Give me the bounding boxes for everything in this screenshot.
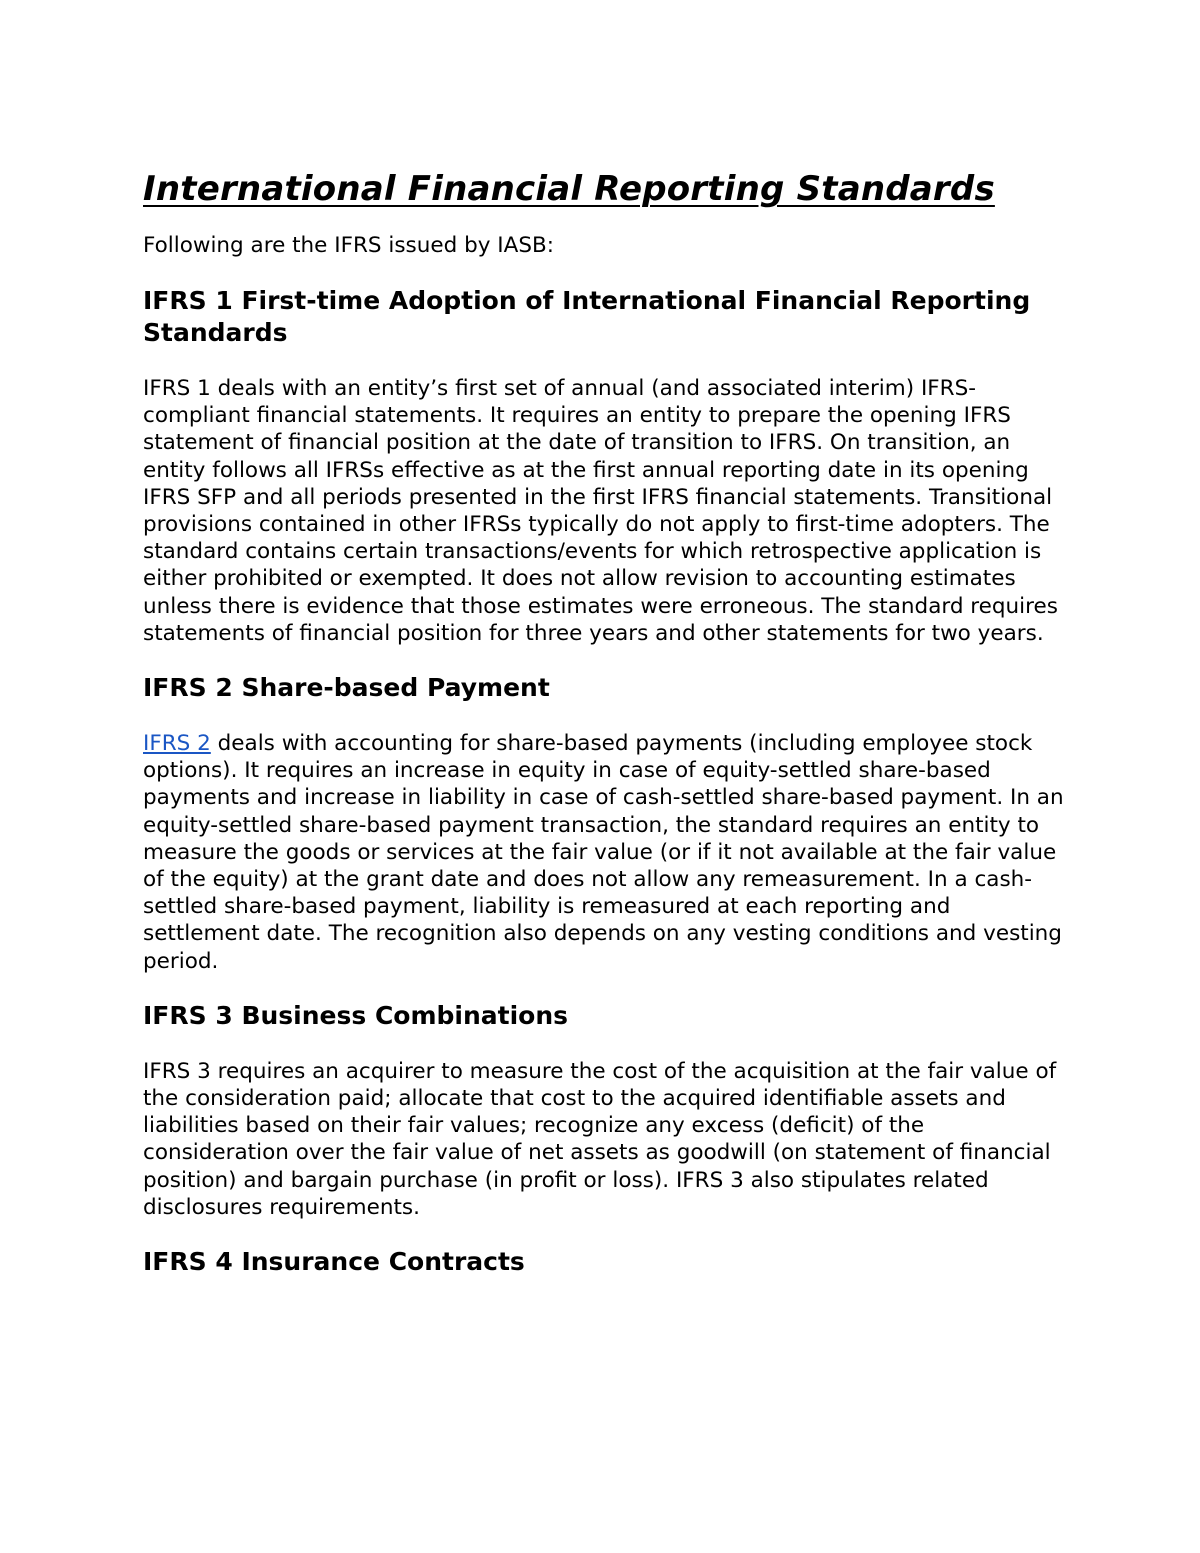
section-body-ifrs-2-text: deals with accounting for share-based payments (including employee stock options). It requires an increase in equity in case of equity-settled share-based payments and increase in liability in case of cash-settled share-based payment. In an equity-settled share-based payment transaction, the standard requires an entity to measure the goods or services at the fair value (or if it not available at the fair value of the equity) at the grant date and does not allow any remeasurement. In a cash-settled share-based payment, liability is remeasured at each reporting and settlement date. The recognition also depends on any vesting conditions and vesting period. (143, 731, 1064, 974)
section-body-ifrs-3: IFRS 3 requires an acquirer to measure the cost of the acquisition at the fair value of the consideration paid; allocate that cost to the acquired identifiable assets and liabilities based on their fair values; recognize any excess (deficit) of the consideration over the fair value of net assets as goodwill (on statement of financial position) and bargain purchase (in profit or loss). IFRS 3 also stipulates related disclosures requirements. (143, 1058, 1057, 1220)
section-heading-ifrs-2: IFRS 2 Share-based Payment (143, 673, 550, 703)
section-body-ifrs-2 (143, 730, 1073, 975)
ifrs-2-link[interactable]: IFRS 2 (143, 731, 211, 757)
section-heading-ifrs-4: IFRS 4 Insurance Contracts (143, 1247, 525, 1277)
section-body-ifrs-1: IFRS 1 deals with an entity’s first set of annual (and associated interim) IFRS-compliant financial statements. It requires an entity to prepare the opening IFRS statement of financial position at the date of transition to IFRS. On transition, an entity follows all IFRSs effective as at the first annual reporting date in its opening IFRS SFP and all periods presented in the first IFRS financial statements. Transitional provisions contained in other IFRSs typically do not apply to first-time adopters. The standard contains certain transactions/events for which retrospective application is either prohibited or exempted. It does not allow revision to accounting estimates unless there is evidence that those estimates were erroneous. The standard requires statements of financial position for three years and other statements for two years. (143, 376, 1058, 646)
intro-text: Following are the IFRS issued by IASB: (143, 233, 554, 258)
document-page (143, 168, 1073, 1278)
section-heading-ifrs-3: IFRS 3 Business Combinations (143, 1000, 569, 1030)
section-heading-ifrs-1: IFRS 1 First-time Adoption of International Financial Reporting Standards (143, 286, 1031, 347)
document-title: International Financial Reporting Standards (143, 169, 995, 209)
